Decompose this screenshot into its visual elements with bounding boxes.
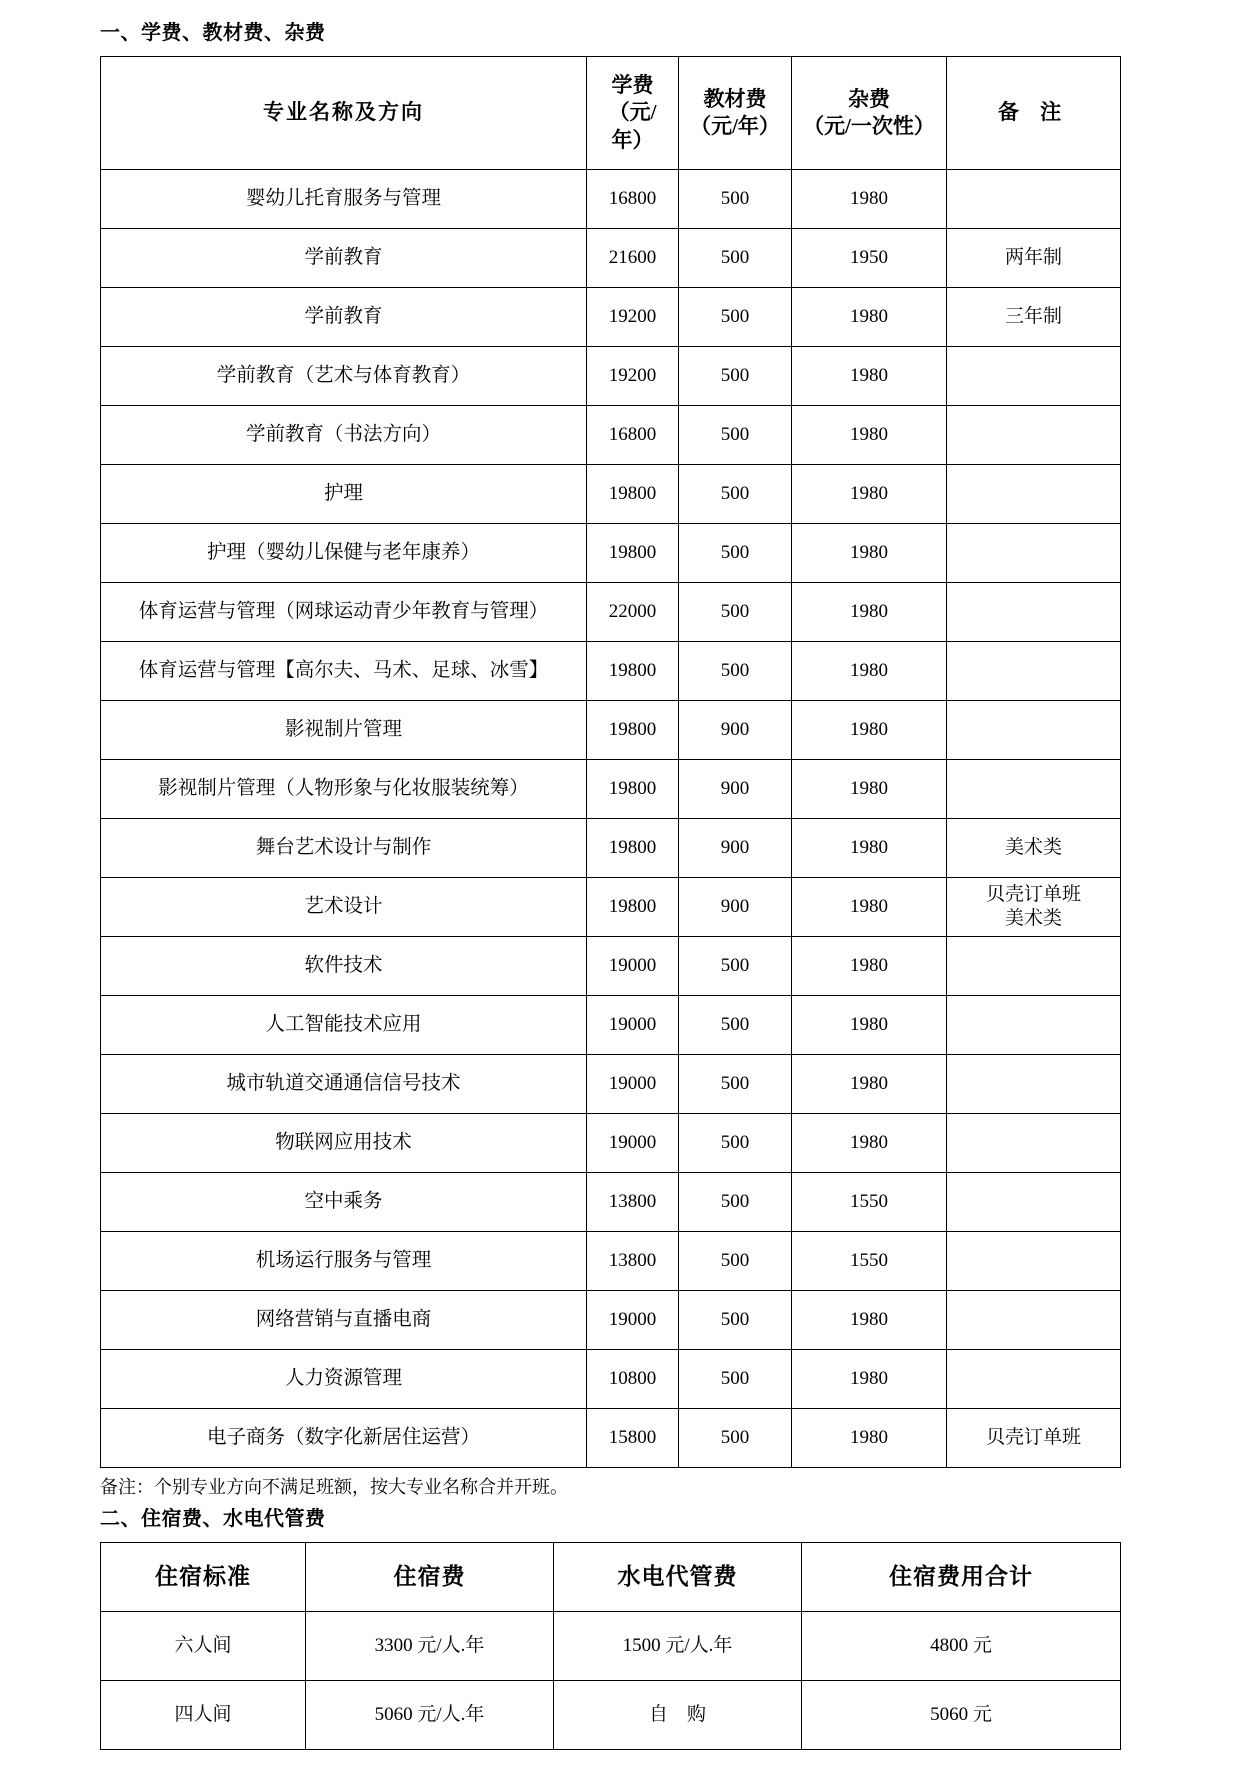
dormitory-table-header [101,1543,1121,1612]
cell-tuition: 13800 [587,1232,679,1291]
cell-tuition: 21600 [587,229,679,288]
cell-major: 人力资源管理 [101,1350,587,1409]
cell-bookfee: 500 [679,583,792,642]
table-row [101,1114,1121,1173]
cell-remark: 贝壳订单班 [947,1409,1121,1468]
cell-dorm-utility: 自 购 [554,1681,802,1750]
cell-bookfee: 500 [679,642,792,701]
header-miscfee-line1: 杂费 [848,86,890,111]
cell-line: 贝壳订单班 [985,884,1081,906]
cell-bookfee: 500 [679,229,792,288]
table-row [101,406,1121,465]
cell-remark [947,583,1121,642]
table-row [101,524,1121,583]
cell-bookfee: 500 [679,1114,792,1173]
cell-major: 护理 [101,465,587,524]
table-row [101,288,1121,347]
tuition-table-body [101,170,1121,1468]
section-1-note: 备注：个别专业方向不满足班额，按大专业名称合并开班。 [100,1477,568,1497]
cell-remark [947,878,1121,937]
table-row [101,1173,1121,1232]
table-row [101,1350,1121,1409]
cell-tuition: 10800 [587,1350,679,1409]
table-header-row [101,57,1121,170]
cell-bookfee: 900 [679,760,792,819]
cell-major: 城市轨道交通通信信号技术 [101,1055,587,1114]
cell-miscfee: 1550 [792,1232,947,1291]
cell-remark [947,642,1121,701]
cell-major: 婴幼儿托育服务与管理 [101,170,587,229]
header-bookfee [679,57,792,170]
cell-miscfee: 1980 [792,996,947,1055]
cell-bookfee: 900 [679,878,792,937]
header-tuition-line2: （元/ [608,100,657,125]
cell-tuition: 19200 [587,347,679,406]
cell-bookfee: 500 [679,1232,792,1291]
table-row [101,229,1121,288]
cell-remark [947,1232,1121,1291]
cell-miscfee: 1950 [792,229,947,288]
cell-miscfee: 1980 [792,347,947,406]
cell-remark: 两年制 [947,229,1121,288]
cell-tuition: 19800 [587,642,679,701]
cell-major: 物联网应用技术 [101,1114,587,1173]
header-dorm-standard: 住宿标准 [101,1543,306,1612]
cell-major: 学前教育 [101,229,587,288]
cell-remark [947,1350,1121,1409]
cell-tuition: 16800 [587,406,679,465]
cell-bookfee: 500 [679,288,792,347]
cell-remark [947,760,1121,819]
header-bookfee-line1: 教材费 [703,86,767,111]
cell-major: 艺术设计 [101,878,587,937]
cell-major: 体育运营与管理【高尔夫、马术、足球、冰雪】 [101,642,587,701]
cell-tuition: 19000 [587,1055,679,1114]
cell-remark [947,996,1121,1055]
cell-tuition: 13800 [587,1173,679,1232]
cell-tuition: 19800 [587,524,679,583]
cell-major: 影视制片管理 [101,701,587,760]
cell-tuition: 19800 [587,878,679,937]
cell-miscfee: 1980 [792,760,947,819]
table-row [101,170,1121,229]
cell-major: 机场运行服务与管理 [101,1232,587,1291]
section-2-heading: 二、住宿费、水电代管费 [100,1508,326,1531]
cell-major: 舞台艺术设计与制作 [101,819,587,878]
cell-major: 网络营销与直播电商 [101,1291,587,1350]
cell-tuition: 19000 [587,996,679,1055]
header-miscfee [792,57,947,170]
cell-dorm-fee: 3300 元/人.年 [306,1612,554,1681]
cell-miscfee: 1980 [792,1350,947,1409]
cell-tuition: 19000 [587,1291,679,1350]
cell-remark [947,406,1121,465]
header-remark: 备 注 [947,57,1121,170]
cell-remark [947,1291,1121,1350]
cell-miscfee: 1980 [792,642,947,701]
cell-bookfee: 500 [679,1055,792,1114]
tuition-fee-table [100,56,1121,1468]
cell-tuition: 19800 [587,701,679,760]
header-tuition-line1: 学费 [611,73,654,98]
cell-bookfee: 500 [679,937,792,996]
cell-bookfee: 500 [679,1409,792,1468]
cell-remark: 美术类 [947,819,1121,878]
cell-tuition: 19800 [587,760,679,819]
cell-major: 学前教育 [101,288,587,347]
cell-major: 电子商务（数字化新居住运营） [101,1409,587,1468]
header-tuition [587,57,679,170]
cell-remark: 三年制 [947,288,1121,347]
table-row [101,1055,1121,1114]
table-row [101,701,1121,760]
cell-miscfee: 1980 [792,819,947,878]
cell-dorm-total: 5060 元 [802,1681,1121,1750]
cell-major: 学前教育（艺术与体育教育） [101,347,587,406]
cell-miscfee: 1980 [792,878,947,937]
table-row [101,819,1121,878]
cell-miscfee: 1980 [792,701,947,760]
cell-miscfee: 1980 [792,1409,947,1468]
cell-bookfee: 500 [679,406,792,465]
cell-major: 护理（婴幼儿保健与老年康养） [101,524,587,583]
header-miscfee-line2: （元/一次性） [803,114,935,138]
cell-bookfee: 500 [679,170,792,229]
table-row [101,996,1121,1055]
table-row [101,1681,1121,1750]
table-row [101,347,1121,406]
cell-dorm-standard: 六人间 [101,1612,306,1681]
cell-remark [947,170,1121,229]
cell-miscfee: 1980 [792,524,947,583]
cell-tuition: 22000 [587,583,679,642]
cell-miscfee: 1980 [792,1114,947,1173]
cell-major: 软件技术 [101,937,587,996]
cell-remark [947,937,1121,996]
cell-remark [947,465,1121,524]
cell-remark [947,1173,1121,1232]
cell-miscfee: 1980 [792,465,947,524]
cell-dorm-fee: 5060 元/人.年 [306,1681,554,1750]
table-row [101,760,1121,819]
cell-bookfee: 900 [679,701,792,760]
header-dorm-total: 住宿费用合计 [802,1543,1121,1612]
cell-bookfee: 500 [679,1350,792,1409]
cell-major: 空中乘务 [101,1173,587,1232]
table-row [101,937,1121,996]
dormitory-fee-table [100,1542,1121,1750]
cell-tuition: 19800 [587,819,679,878]
cell-line: 美术类 [1004,908,1062,929]
cell-tuition: 19000 [587,937,679,996]
table-row [101,1612,1121,1681]
cell-bookfee: 500 [679,524,792,583]
table-row [101,1232,1121,1291]
cell-bookfee: 500 [679,996,792,1055]
section-1-heading: 一、学费、教材费、杂费 [100,22,326,44]
table-header-row [101,1543,1121,1612]
cell-miscfee: 1980 [792,170,947,229]
header-dorm-fee: 住宿费 [306,1543,554,1612]
header-tuition-line3: 年） [611,127,654,152]
cell-miscfee: 1980 [792,1055,947,1114]
cell-dorm-utility: 1500 元/人.年 [554,1612,802,1681]
cell-remark [947,347,1121,406]
cell-bookfee: 900 [679,819,792,878]
cell-remark [947,701,1121,760]
cell-miscfee: 1980 [792,583,947,642]
cell-bookfee: 500 [679,347,792,406]
cell-bookfee: 500 [679,465,792,524]
table-row [101,583,1121,642]
cell-major: 人工智能技术应用 [101,996,587,1055]
cell-tuition: 19200 [587,288,679,347]
cell-remark [947,1055,1121,1114]
table-row [101,642,1121,701]
cell-miscfee: 1980 [792,406,947,465]
header-dorm-utility: 水电代管费 [554,1543,802,1612]
cell-tuition: 16800 [587,170,679,229]
cell-remark [947,1114,1121,1173]
cell-major: 影视制片管理（人物形象与化妆服装统筹） [101,760,587,819]
cell-tuition: 19000 [587,1114,679,1173]
table-row [101,1409,1121,1468]
header-major: 专业名称及方向 [101,57,587,170]
table-row [101,465,1121,524]
cell-dorm-standard: 四人间 [101,1681,306,1750]
cell-miscfee: 1980 [792,937,947,996]
cell-miscfee: 1550 [792,1173,947,1232]
cell-tuition: 15800 [587,1409,679,1468]
table-row [101,1291,1121,1350]
cell-major: 学前教育（书法方向） [101,406,587,465]
cell-bookfee: 500 [679,1291,792,1350]
cell-bookfee: 500 [679,1173,792,1232]
cell-miscfee: 1980 [792,1291,947,1350]
cell-remark [947,524,1121,583]
header-bookfee-line2: （元/年） [690,114,780,138]
cell-tuition: 19800 [587,465,679,524]
table-row [101,878,1121,937]
cell-dorm-total: 4800 元 [802,1612,1121,1681]
cell-miscfee: 1980 [792,288,947,347]
dormitory-table-body [101,1612,1121,1750]
cell-major: 体育运营与管理（网球运动青少年教育与管理） [101,583,587,642]
tuition-table-header [101,57,1121,170]
